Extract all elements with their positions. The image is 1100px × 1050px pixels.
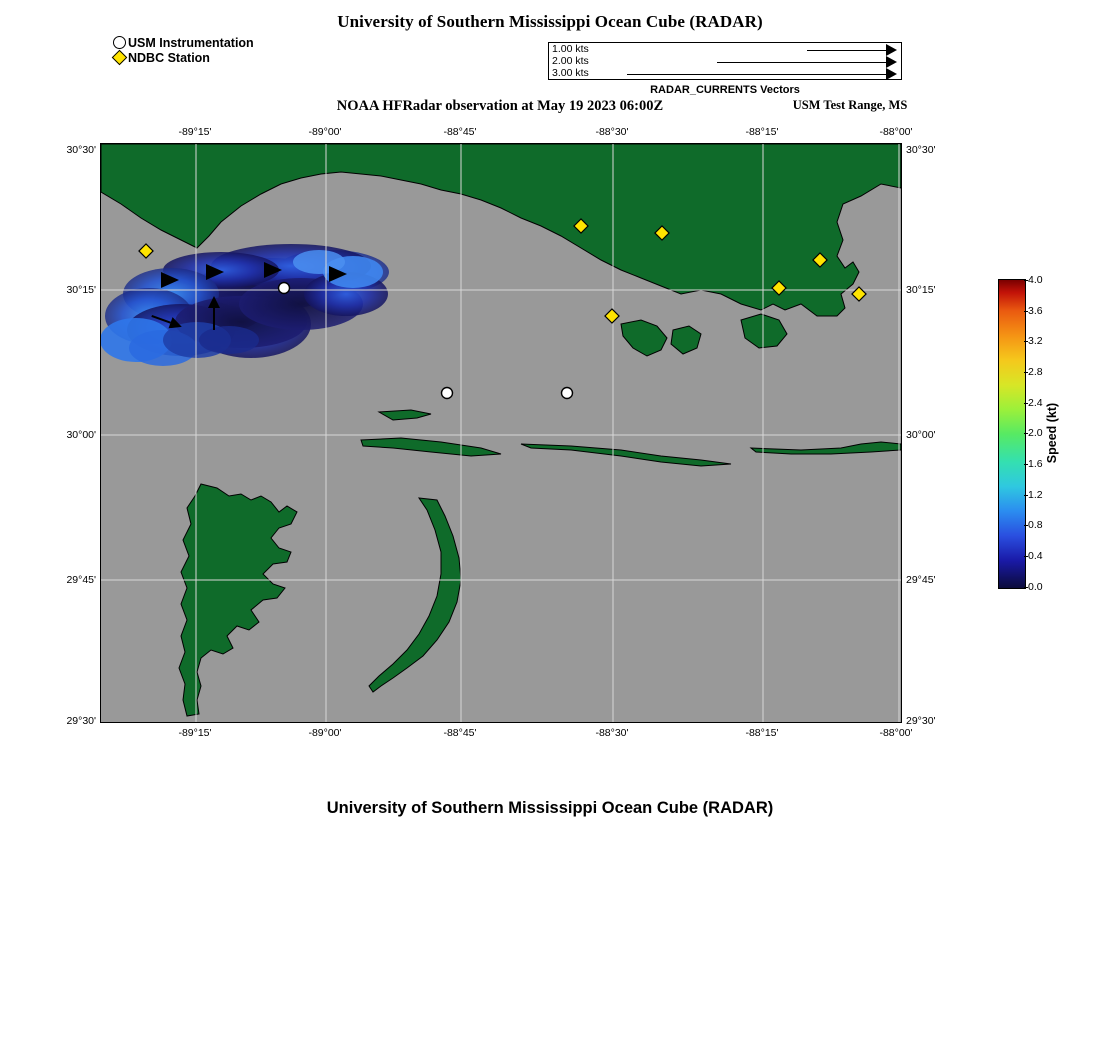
- map-svg: [101, 144, 901, 722]
- colorbar-tick-label: 0.0: [1028, 581, 1043, 593]
- lon-tick-bottom: -88°30': [595, 727, 629, 739]
- footer-title: University of Southern Mississippi Ocean Cube (RADAR): [326, 799, 774, 817]
- vector-key-label: 2.00 kts: [552, 55, 589, 67]
- lat-tick-right: 29°30': [906, 715, 936, 727]
- current-vector-shaft: [213, 306, 215, 330]
- colorbar-axis-label: Speed (kt): [1045, 402, 1059, 464]
- legend-item-usm-instrumentation: [110, 36, 254, 50]
- map-subtitle: NOAA HFRadar observation at May 19 2023 06:00Z: [336, 98, 664, 114]
- vector-key-arrowhead-icon: [886, 56, 897, 68]
- page-title: University of Southern Mississippi Ocean Cube (RADAR): [337, 12, 763, 31]
- colorbar-tick-label: 4.0: [1028, 274, 1043, 286]
- colorbar-tick-label: 2.0: [1028, 427, 1043, 439]
- vector-key-label: 1.00 kts: [552, 43, 589, 55]
- lon-tick-top: -88°45': [443, 126, 477, 138]
- vector-key-row: [549, 68, 901, 80]
- legend-item-label: NDBC Station: [128, 51, 210, 65]
- colorbar-tick-label: 3.6: [1028, 305, 1043, 317]
- vector-key-line: [717, 62, 886, 63]
- lon-tick-top: -88°30': [595, 126, 629, 138]
- colorbar-tick-label: 2.4: [1028, 397, 1043, 409]
- usm-instrumentation-marker: [279, 283, 290, 294]
- lat-tick-right: 29°45': [906, 574, 936, 586]
- lat-tick-right: 30°15': [906, 284, 936, 296]
- colorbar-tick-label: 0.4: [1028, 550, 1043, 562]
- colorbar-tick-label: 3.2: [1028, 335, 1043, 347]
- lat-tick-right: 30°00': [906, 429, 936, 441]
- legend-item-ndbc-station: [110, 51, 254, 65]
- lat-tick-left: 30°00': [66, 429, 96, 441]
- lon-tick-bottom: -89°15': [178, 727, 212, 739]
- usm-instrumentation-marker: [562, 388, 573, 399]
- lon-tick-top: -89°00': [308, 126, 342, 138]
- lat-tick-left: 29°45': [66, 574, 96, 586]
- legend-item-label: USM Instrumentation: [128, 36, 254, 50]
- vector-key-caption: RADAR_CURRENTS Vectors: [650, 84, 800, 96]
- lon-tick-bottom: -88°45': [443, 727, 477, 739]
- lat-tick-right: 30°30': [906, 144, 936, 156]
- lon-tick-top: -88°15': [745, 126, 779, 138]
- lon-tick-bottom: -88°00': [879, 727, 913, 739]
- map-legend: [110, 36, 254, 66]
- lon-tick-bottom: -88°15': [745, 727, 779, 739]
- usm-instrumentation-marker: [442, 388, 453, 399]
- colorbar-tick-label: 1.6: [1028, 458, 1043, 470]
- lon-tick-top: -88°00': [879, 126, 913, 138]
- map-canvas[interactable]: [100, 143, 902, 723]
- lat-tick-left: 30°15': [66, 284, 96, 296]
- colorbar-tick-label: 0.8: [1028, 519, 1043, 531]
- vector-key-arrowhead-icon: [886, 68, 897, 80]
- vector-key-line: [807, 50, 886, 51]
- colorbar-tick-label: 2.8: [1028, 366, 1043, 378]
- lat-tick-left: 29°30': [66, 715, 96, 727]
- vector-key-line: [627, 74, 886, 75]
- lat-tick-left: 30°30': [66, 144, 96, 156]
- diamond-marker-icon: [110, 49, 128, 67]
- vector-key-label: 3.00 kts: [552, 67, 589, 79]
- vector-key-arrowhead-icon: [886, 44, 897, 56]
- vector-key-row: [549, 56, 901, 68]
- vector-scale-key: [548, 42, 902, 80]
- test-range-label: USM Test Range, MS: [792, 98, 908, 112]
- speed-colorbar: [998, 279, 1026, 589]
- lon-tick-top: -89°15': [178, 126, 212, 138]
- vector-key-row: [549, 44, 901, 56]
- lon-tick-bottom: -89°00': [308, 727, 342, 739]
- colorbar-tick-label: 1.2: [1028, 489, 1043, 501]
